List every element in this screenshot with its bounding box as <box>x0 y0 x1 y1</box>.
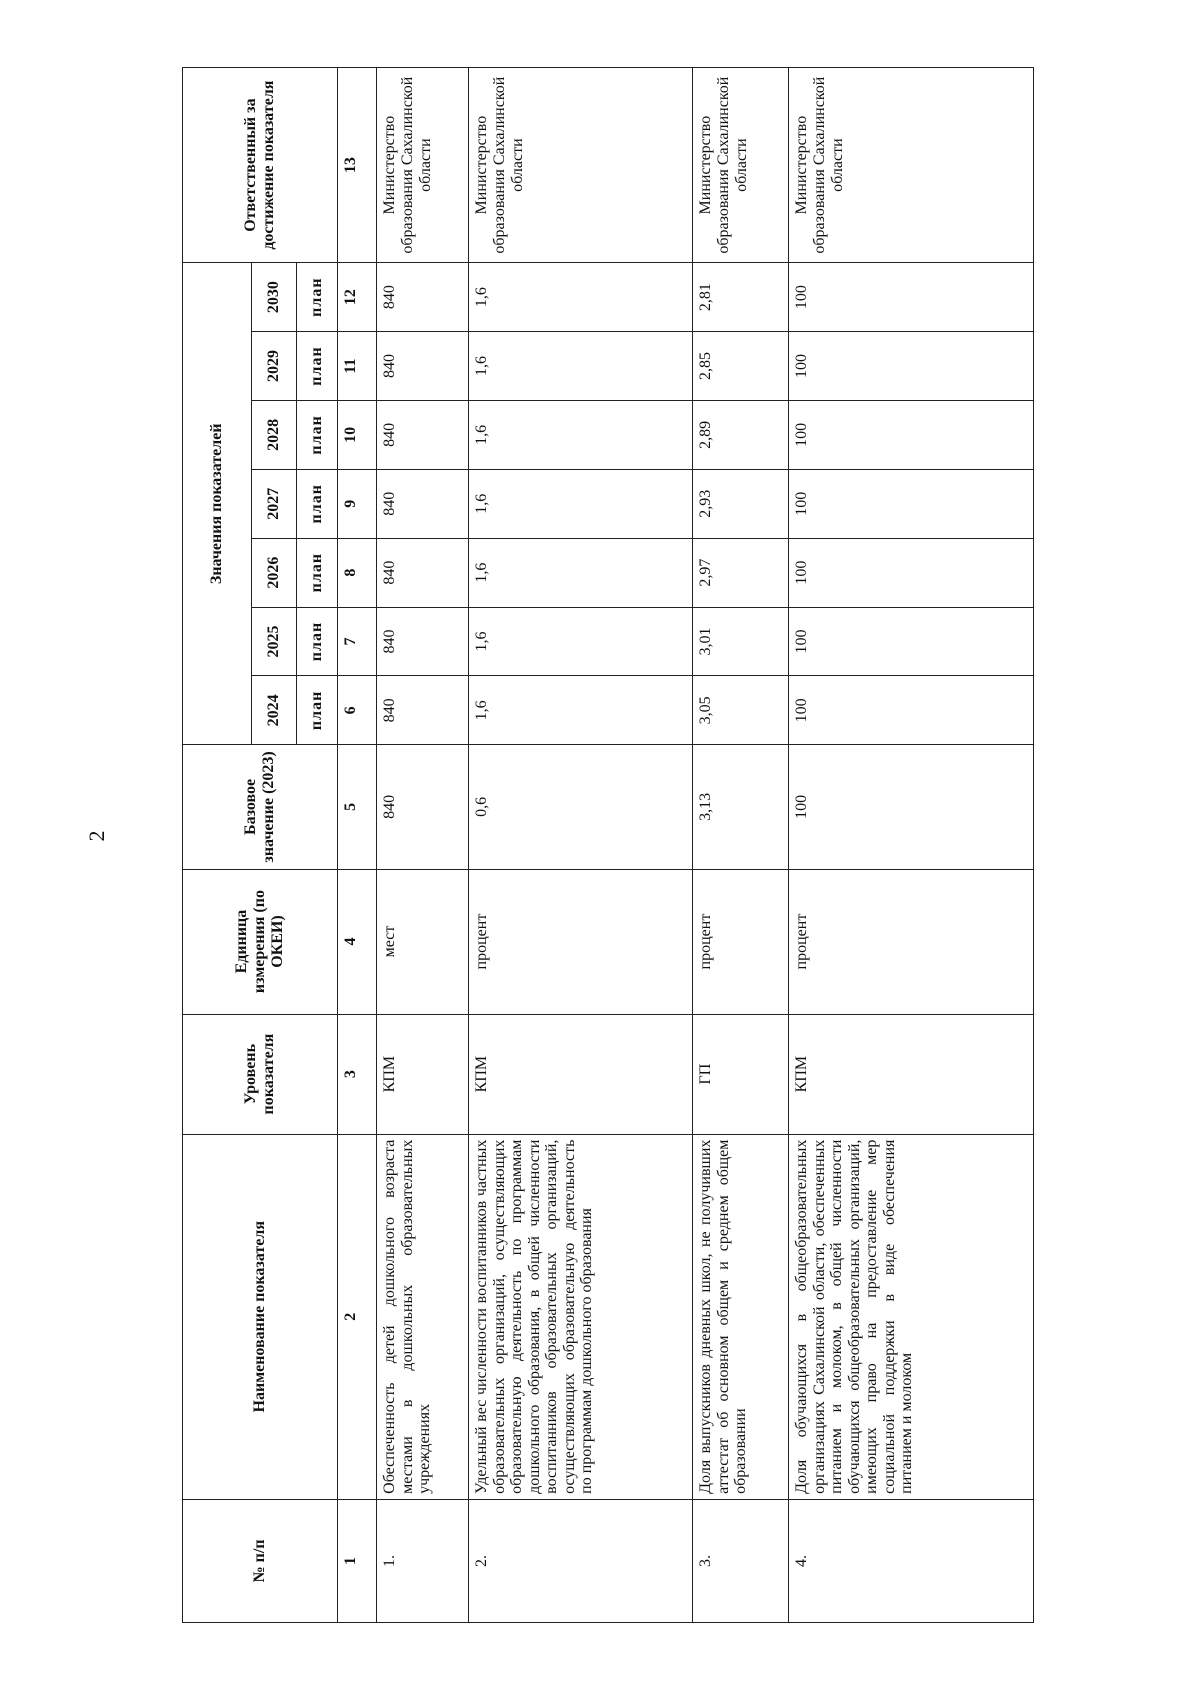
row-unit: мест <box>377 869 469 1014</box>
row-value-2030: 100 <box>789 263 1034 332</box>
row-index: 3. <box>693 1499 789 1622</box>
column-number: 4 <box>338 869 377 1014</box>
column-number: 12 <box>338 263 377 332</box>
row-value-2030: 1,6 <box>469 263 693 332</box>
row-base-value: 0,6 <box>469 745 693 869</box>
row-value-2025: 100 <box>789 607 1034 676</box>
row-index: 4. <box>789 1499 1034 1622</box>
row-responsible: Министерство образования Сахалинской области <box>789 68 1034 263</box>
row-value-2024: 1,6 <box>469 676 693 745</box>
column-number: 3 <box>338 1014 377 1134</box>
header-values-group: Значения показателей <box>183 263 252 745</box>
row-value-2028: 2,89 <box>693 400 789 469</box>
table-row <box>693 68 789 1623</box>
row-responsible: Министерство образования Сахалинской области <box>693 68 789 263</box>
column-number: 6 <box>338 676 377 745</box>
row-unit: процент <box>469 869 693 1014</box>
column-number: 11 <box>338 332 377 401</box>
header-plan: план <box>297 263 338 332</box>
row-value-2028: 840 <box>377 400 469 469</box>
header-year: 2030 <box>252 263 297 332</box>
header-year: 2026 <box>252 538 297 607</box>
header-year: 2025 <box>252 607 297 676</box>
header-year: 2024 <box>252 676 297 745</box>
header-plan: план <box>297 332 338 401</box>
row-unit: процент <box>693 869 789 1014</box>
row-value-2030: 840 <box>377 263 469 332</box>
table-row <box>377 68 469 1623</box>
row-value-2024: 840 <box>377 676 469 745</box>
column-number: 9 <box>338 469 377 538</box>
row-value-2025: 1,6 <box>469 607 693 676</box>
header-plan: план <box>297 538 338 607</box>
header-unit: Единица измерения (по ОКЕИ) <box>183 869 338 1014</box>
row-level: КПМ <box>469 1014 693 1134</box>
row-value-2026: 100 <box>789 538 1034 607</box>
header-base: Базовое значение (2023) <box>183 745 338 869</box>
page-number: 2 <box>84 830 109 842</box>
column-number: 7 <box>338 607 377 676</box>
row-indicator-name: Доля выпускников дневных школ, не получивших аттестат об основном общем и среднем общем образовании <box>693 1134 789 1499</box>
row-value-2026: 2,97 <box>693 538 789 607</box>
row-index: 1. <box>377 1499 469 1622</box>
header-name: Наименование показателя <box>183 1134 338 1499</box>
row-base-value: 3,13 <box>693 745 789 869</box>
row-value-2027: 840 <box>377 469 469 538</box>
row-value-2026: 840 <box>377 538 469 607</box>
row-value-2029: 1,6 <box>469 332 693 401</box>
row-value-2024: 3,05 <box>693 676 789 745</box>
header-plan: план <box>297 676 338 745</box>
row-level: ГП <box>693 1014 789 1134</box>
row-value-2025: 3,01 <box>693 607 789 676</box>
column-number: 1 <box>338 1499 377 1622</box>
row-unit: процент <box>789 869 1034 1014</box>
header-plan: план <box>297 400 338 469</box>
row-value-2026: 1,6 <box>469 538 693 607</box>
header-year: 2027 <box>252 469 297 538</box>
indicators-table <box>182 67 1034 1623</box>
table-row <box>469 68 693 1623</box>
rotated-table-wrapper <box>182 67 1034 1623</box>
row-level: КПМ <box>377 1014 469 1134</box>
column-number: 2 <box>338 1134 377 1499</box>
row-value-2029: 2,85 <box>693 332 789 401</box>
column-number-row <box>338 68 377 1623</box>
row-base-value: 840 <box>377 745 469 869</box>
row-value-2028: 100 <box>789 400 1034 469</box>
header-level: Уровень показателя <box>183 1014 338 1134</box>
row-value-2024: 100 <box>789 676 1034 745</box>
header-responsible: Ответственный за достижение показателя <box>183 68 338 263</box>
column-number: 5 <box>338 745 377 869</box>
row-indicator-name: Удельный вес численности воспитанников частных образовательных организаций, осуществляющих образовательную деятельность по программам дошкольного образования, в общей численности воспитанников образовательных организаций, осуществляющих образовательную деятельность по программам дошкольного образования <box>469 1134 693 1499</box>
row-value-2029: 840 <box>377 332 469 401</box>
row-responsible: Министерство образования Сахалинской области <box>469 68 693 263</box>
header-year: 2028 <box>252 400 297 469</box>
column-number: 10 <box>338 400 377 469</box>
header-plan: план <box>297 607 338 676</box>
row-value-2028: 1,6 <box>469 400 693 469</box>
row-value-2029: 100 <box>789 332 1034 401</box>
row-value-2027: 2,93 <box>693 469 789 538</box>
header-year: 2029 <box>252 332 297 401</box>
table-row <box>789 68 1034 1623</box>
row-indicator-name: Доля обучающихся в общеобразовательных организациях Сахалинской области, обеспеченных питанием и молоком, в общей численности обучающихся общеобразовательных организаций, имеющих право на предоставление мер социальной поддержки в виде обеспечения питанием и молоком <box>789 1134 1034 1499</box>
row-value-2027: 100 <box>789 469 1034 538</box>
row-responsible: Министерство образования Сахалинской области <box>377 68 469 263</box>
row-indicator-name: Обеспеченность детей дошкольного возраста местами в дошкольных образовательных учреждениях <box>377 1134 469 1499</box>
header-plan: план <box>297 469 338 538</box>
column-number: 8 <box>338 538 377 607</box>
row-level: КПМ <box>789 1014 1034 1134</box>
header-index: № п/п <box>183 1499 338 1622</box>
row-value-2027: 1,6 <box>469 469 693 538</box>
row-index: 2. <box>469 1499 693 1622</box>
row-value-2030: 2,81 <box>693 263 789 332</box>
row-value-2025: 840 <box>377 607 469 676</box>
row-base-value: 100 <box>789 745 1034 869</box>
column-number: 13 <box>338 68 377 263</box>
